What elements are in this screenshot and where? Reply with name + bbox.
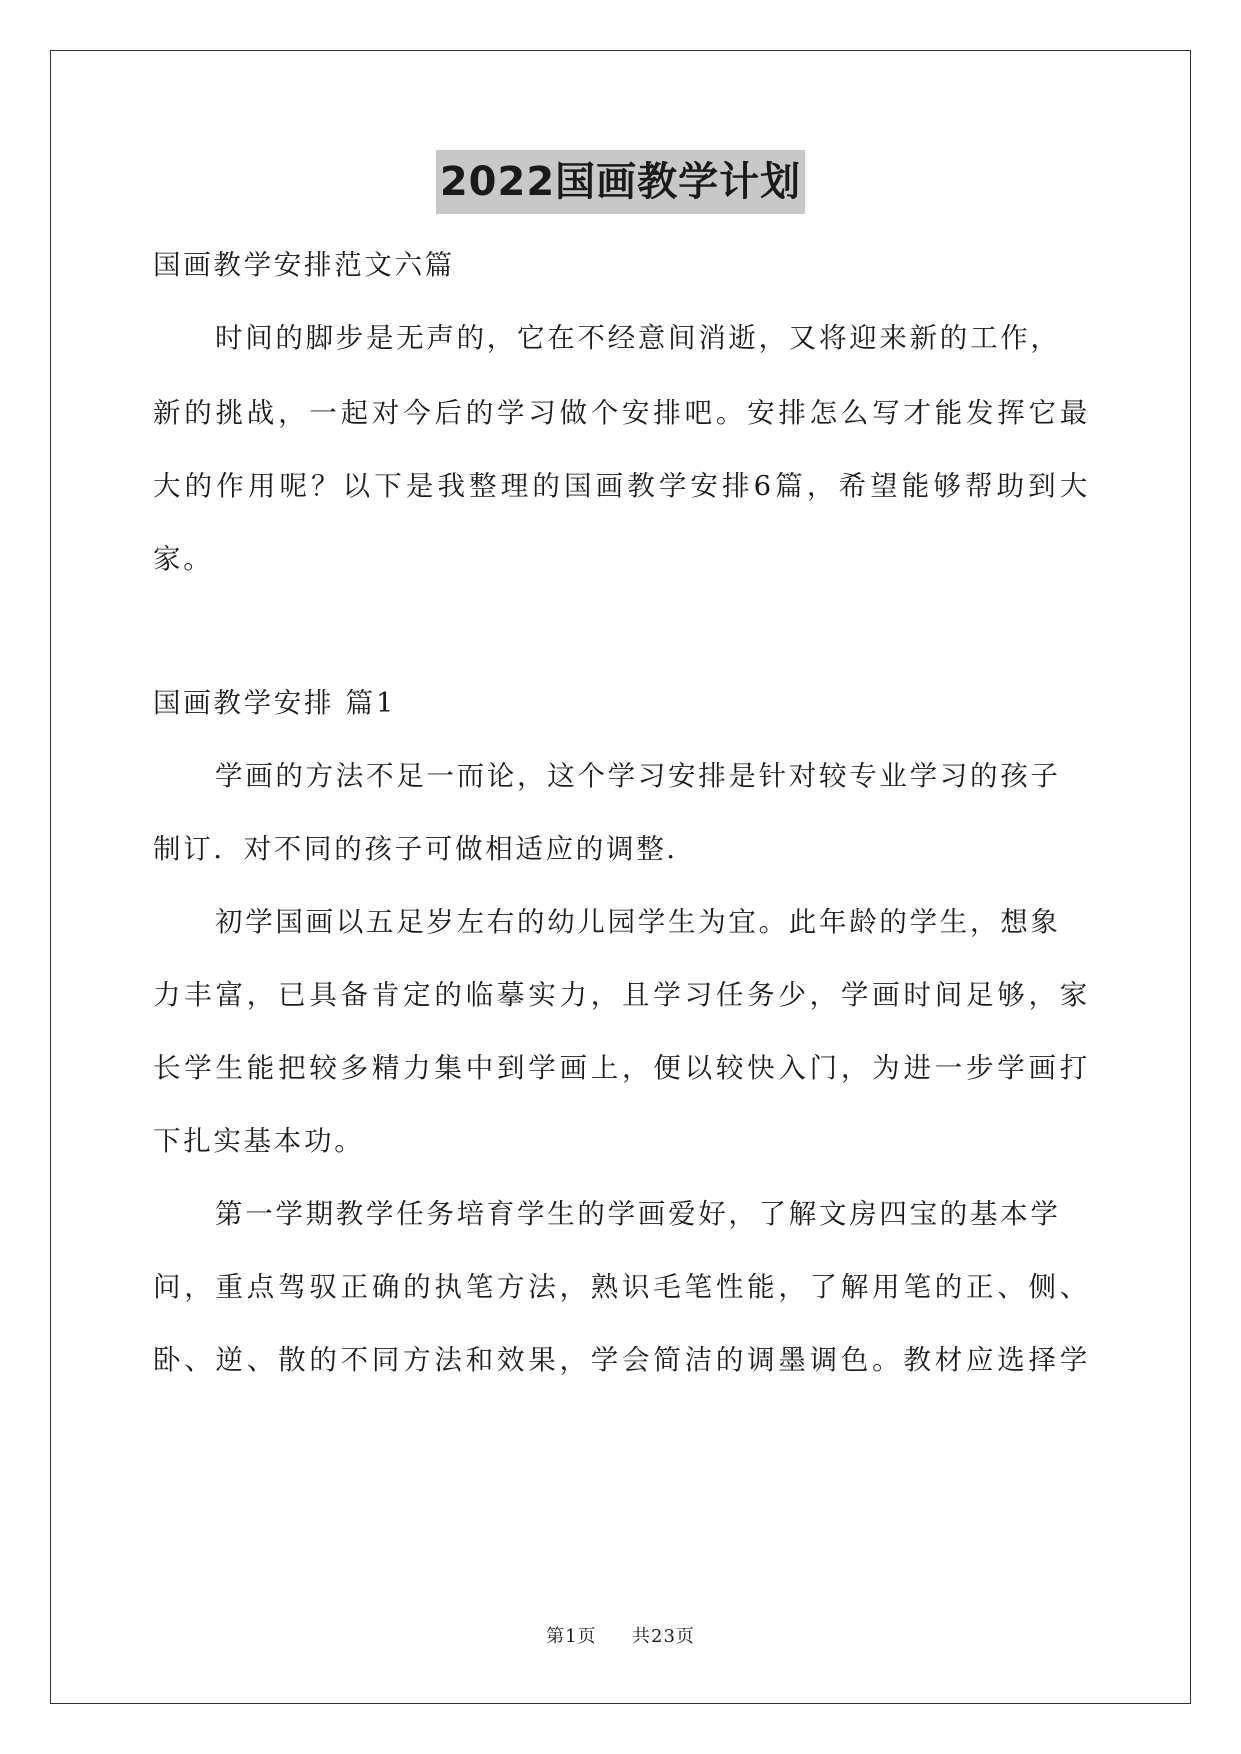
title-container <box>0 150 1241 214</box>
document-title: 2022国画教学计划 <box>436 150 805 214</box>
page-number: 第1页 <box>546 1626 597 1647</box>
paragraph-line: 问，重点驾驭正确的执笔方法，熟识毛笔性能，了解用笔的正、侧、 <box>153 1271 1090 1303</box>
paragraph-line: 第一学期教学任务培育学生的学画爱好，了解文房四宝的基本学 <box>215 1198 1061 1230</box>
section-heading: 国画教学安排 篇1 <box>153 687 397 719</box>
paragraph-line: 力丰富，已具备肯定的临摹实力，且学习任务少，学画时间足够，家 <box>153 979 1090 1011</box>
paragraph-line: 制订．对不同的孩子可做相适应的调整． <box>153 833 697 865</box>
paragraph-line: 学画的方法不足一而论，这个学习安排是针对较专业学习的孩子 <box>215 760 1061 792</box>
intro-line: 时间的脚步是无声的，它在不经意间消逝，又将迎来新的工作， <box>215 322 1061 354</box>
subtitle: 国画教学安排范文六篇 <box>153 249 455 281</box>
paragraph-line: 下扎实基本功。 <box>153 1125 365 1157</box>
paragraph-line: 初学国画以五足岁左右的幼儿园学生为宜。此年龄的学生，想象 <box>215 906 1061 938</box>
paragraph-line: 长学生能把较多精力集中到学画上，便以较快入门，为进一步学画打 <box>153 1052 1090 1084</box>
intro-line: 家。 <box>153 543 214 575</box>
intro-line: 大的作用呢？以下是我整理的国画教学安排6篇，希望能够帮助到大 <box>153 470 1090 502</box>
paragraph-line: 卧、逆、散的不同方法和效果，学会简洁的调墨调色。教材应选择学 <box>153 1344 1090 1376</box>
page-border <box>50 50 1191 1704</box>
intro-line: 新的挑战，一起对今后的学习做个安排吧。安排怎么写才能发挥它最 <box>153 397 1090 429</box>
page-total: 共23页 <box>632 1626 695 1647</box>
page-footer <box>0 1622 1241 1648</box>
